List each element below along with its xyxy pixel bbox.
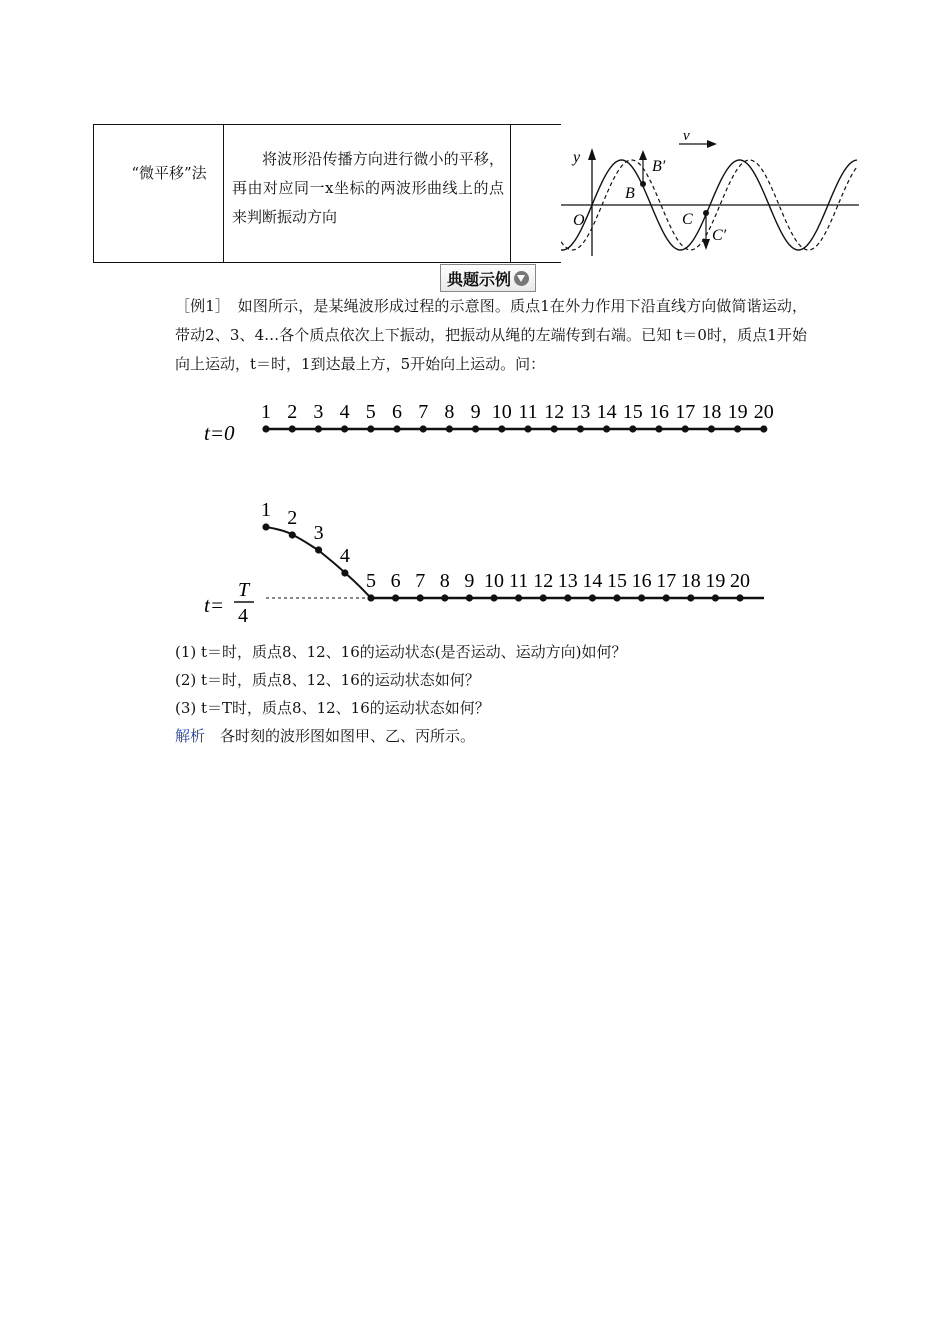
row1-label-7: 7	[418, 401, 429, 423]
analysis-label: 解析	[175, 727, 206, 745]
row1-label-9: 9	[470, 401, 481, 423]
row2-point-18	[687, 594, 694, 601]
row1-point-19	[734, 425, 741, 432]
row1-label-11: 11	[518, 401, 538, 423]
row1-label-8: 8	[444, 401, 455, 423]
row2-label-4: 4	[339, 545, 350, 567]
row2-label-3: 3	[313, 522, 324, 544]
row2-label-12: 12	[533, 570, 554, 592]
row2-time-label: t=	[204, 593, 225, 617]
row1-point-16	[655, 425, 662, 432]
method-name: “微平移”法	[131, 164, 207, 182]
row1-point-4	[341, 425, 348, 432]
row2-point-16	[638, 594, 645, 601]
method-name-cell	[93, 124, 224, 263]
label-y: y	[573, 149, 581, 166]
label-v: v	[683, 128, 690, 144]
y-axis-arrow	[588, 148, 596, 160]
row2-point-2	[289, 531, 296, 538]
row2-point-6	[392, 594, 399, 601]
row2-label-20: 20	[730, 570, 750, 592]
row1-point-9	[472, 425, 479, 432]
row1-point-7	[420, 425, 427, 432]
row2-point-10	[490, 594, 497, 601]
row1-label-6: 6	[392, 401, 402, 423]
question-1: (1) t＝时，质点8、12、16的运动状态(是否运动、运动方向)如何？	[175, 643, 627, 661]
row1-label-3: 3	[313, 401, 324, 423]
row1-point-13	[577, 425, 584, 432]
row1-point-11	[524, 425, 531, 432]
row1-label-16: 16	[649, 401, 669, 423]
row2-point-7	[417, 594, 424, 601]
section-header	[440, 264, 536, 292]
row2-point-8	[441, 594, 448, 601]
row1-point-6	[393, 425, 400, 432]
label-c-prime: C′	[712, 227, 727, 244]
row1-point-18	[708, 425, 715, 432]
row2-label-18: 18	[680, 570, 701, 592]
row1-label-20: 20	[753, 401, 774, 423]
row1-label-2: 2	[287, 401, 298, 423]
row2-point-1	[262, 523, 269, 530]
row1-label-14: 14	[596, 401, 617, 423]
label-origin: O	[573, 212, 585, 229]
row1-label-19: 19	[727, 401, 748, 423]
rope-wave-figure	[188, 380, 798, 640]
row2-label-5: 5	[366, 570, 376, 592]
row2-label-10: 10	[484, 570, 504, 592]
row1-label-13: 13	[570, 401, 591, 423]
row2-label-2: 2	[287, 507, 298, 529]
row2-label-11: 11	[508, 570, 529, 592]
row1-point-12	[551, 425, 558, 432]
b-arrowhead	[639, 150, 647, 160]
question-3: (3) t＝T时，质点8、12、16的运动状态如何？	[175, 699, 490, 717]
row1-point-20	[760, 425, 767, 432]
c-arrowhead	[702, 239, 710, 250]
row1-point-2	[289, 425, 296, 432]
row1-label-12: 12	[544, 401, 565, 423]
row1-time-label: t=0	[204, 421, 235, 445]
row2-label-16: 16	[631, 570, 652, 592]
row1-point-3	[315, 425, 322, 432]
row1-point-15	[629, 425, 636, 432]
example-paragraph: ［例1］ 如图所示，是某绳波形成过程的示意图。质点1在外力作用下沿直线方向做简谐运动，带动2、3、4…各个质点依次上下振动，把振动从绳的左端传到右端。已知 t＝0时，质点1开始向上运动，t＝时，1到达最上方，5开始向上运动。问：	[175, 297, 807, 373]
row1-label-4: 4	[339, 401, 350, 423]
row2-point-9	[466, 594, 473, 601]
row2-label-14: 14	[582, 570, 603, 592]
label-b: B	[625, 185, 635, 202]
row2-label-17: 17	[656, 570, 677, 592]
method-description-cell	[223, 124, 511, 263]
row1-point-8	[446, 425, 453, 432]
row1-label-15: 15	[622, 401, 643, 423]
row2-point-3	[315, 546, 322, 553]
wave-shift-figure	[561, 122, 861, 264]
row1-point-17	[682, 425, 689, 432]
chevron-down-icon	[514, 271, 529, 286]
row2-point-5	[367, 594, 374, 601]
rope-wave-svg	[188, 380, 798, 640]
row2-point-15	[613, 594, 620, 601]
row1-point-5	[367, 425, 374, 432]
row1-point-14	[603, 425, 610, 432]
section-header-title: 典题示例	[447, 269, 512, 289]
label-b-prime: B′	[652, 158, 666, 175]
row2-label-9: 9	[464, 570, 475, 592]
row2-label-1: 1	[261, 499, 271, 521]
row2-point-11	[515, 594, 522, 601]
row2-frac-denominator: 4	[238, 605, 248, 627]
row2-point-13	[564, 594, 571, 601]
row2-label-15: 15	[607, 570, 627, 592]
row2-label-8: 8	[439, 570, 450, 592]
row1-point-10	[498, 425, 505, 432]
method-description: 将波形沿传播方向进行微小的平移，再由对应同一x坐标的两波形曲线上的点来判断振动方向	[232, 150, 504, 226]
row1-label-1: 1	[261, 401, 271, 423]
row2-label-7: 7	[415, 570, 426, 592]
row2-label-6: 6	[390, 570, 401, 592]
row2-point-4	[341, 569, 348, 576]
row1-label-10: 10	[491, 401, 512, 423]
row2-point-14	[589, 594, 596, 601]
row2-point-19	[712, 594, 719, 601]
wave-shift-svg	[561, 122, 861, 264]
velocity-arrowhead	[707, 140, 717, 148]
row2-frac-numerator: T	[238, 579, 250, 601]
question-2: (2) t＝时，质点8、12、16的运动状态如何？	[175, 671, 480, 689]
row2-point-12	[540, 594, 547, 601]
analysis-line	[175, 726, 475, 746]
row1-label-18: 18	[701, 401, 722, 423]
row1-point-1	[262, 425, 269, 432]
row2-point-17	[663, 594, 670, 601]
row2-label-19: 19	[705, 570, 726, 592]
row1-label-17: 17	[675, 401, 696, 423]
label-c: C	[682, 211, 693, 228]
row2-label-13: 13	[557, 570, 578, 592]
row2-point-20	[736, 594, 743, 601]
analysis-text: 各时刻的波形图如图甲、乙、丙所示。	[220, 727, 476, 745]
row1-label-5: 5	[365, 401, 376, 423]
